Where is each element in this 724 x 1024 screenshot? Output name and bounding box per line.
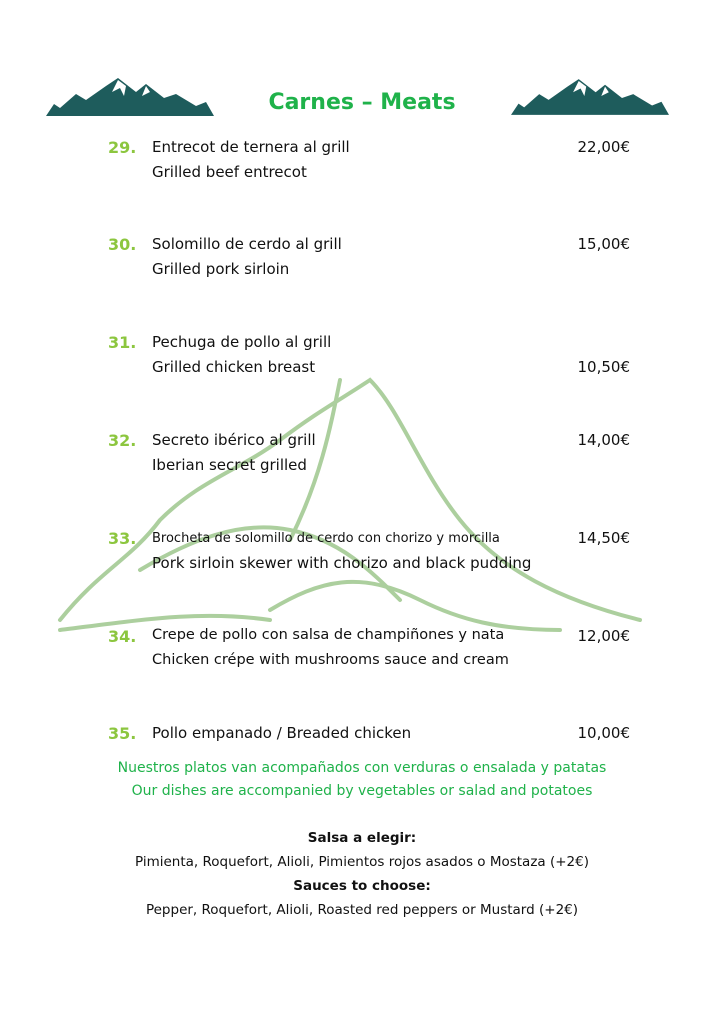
mountain-watermark — [40, 370, 680, 670]
item-number: 29. — [108, 138, 137, 157]
item-number: 32. — [108, 431, 137, 450]
item-price: 14,50€ — [577, 529, 630, 547]
sauce-list-es: Pimienta, Roquefort, Alioli, Pimientos rojos asados o Mostaza (+2€) — [134, 854, 590, 870]
item-number: 34. — [108, 627, 137, 646]
side-note-en: Our dishes are accompanied by vegetables or salad and potatoes — [131, 783, 593, 799]
item-price: 15,00€ — [577, 235, 630, 253]
item-name-es: Pechuga de pollo al grill — [152, 333, 332, 351]
sauce-title-en: Sauces to choose: — [293, 878, 431, 894]
sauce-title-es: Salsa a elegir: — [307, 830, 417, 846]
item-name-en: Grilled pork sirloin — [152, 260, 290, 278]
item-number: 30. — [108, 235, 137, 254]
item-number: 31. — [108, 333, 137, 352]
item-name-es: Pollo empanado / Breaded chicken — [152, 724, 412, 742]
item-name-es: Entrecot de ternera al grill — [152, 138, 350, 156]
item-name-es: Brocheta de solomillo de cerdo con chorizo y morcilla — [152, 531, 500, 546]
item-name-es: Crepe de pollo con salsa de champiñones y nata — [152, 627, 505, 643]
page-title: Carnes – Meats — [268, 90, 456, 115]
item-name-es: Secreto ibérico al grill — [152, 431, 316, 449]
sauce-list-en: Pepper, Roquefort, Alioli, Roasted red peppers or Mustard (+2€) — [145, 902, 579, 918]
item-name-en: Grilled chicken breast — [152, 358, 316, 376]
item-number: 33. — [108, 529, 137, 548]
side-note-es: Nuestros platos van acompañados con verduras o ensalada y patatas — [117, 760, 607, 776]
item-price: 10,00€ — [577, 724, 630, 742]
item-name-en: Chicken crépe with mushrooms sauce and cream — [152, 652, 509, 668]
item-number: 35. — [108, 724, 137, 743]
item-price: 14,00€ — [577, 431, 630, 449]
item-name-es: Solomillo de cerdo al grill — [152, 235, 342, 253]
item-name-en: Pork sirloin skewer with chorizo and black pudding — [152, 554, 532, 572]
item-price: 10,50€ — [577, 358, 630, 376]
item-price: 22,00€ — [577, 138, 630, 156]
item-price: 12,00€ — [577, 627, 630, 645]
item-name-en: Iberian secret grilled — [152, 456, 307, 474]
item-name-en: Grilled beef entrecot — [152, 163, 307, 181]
